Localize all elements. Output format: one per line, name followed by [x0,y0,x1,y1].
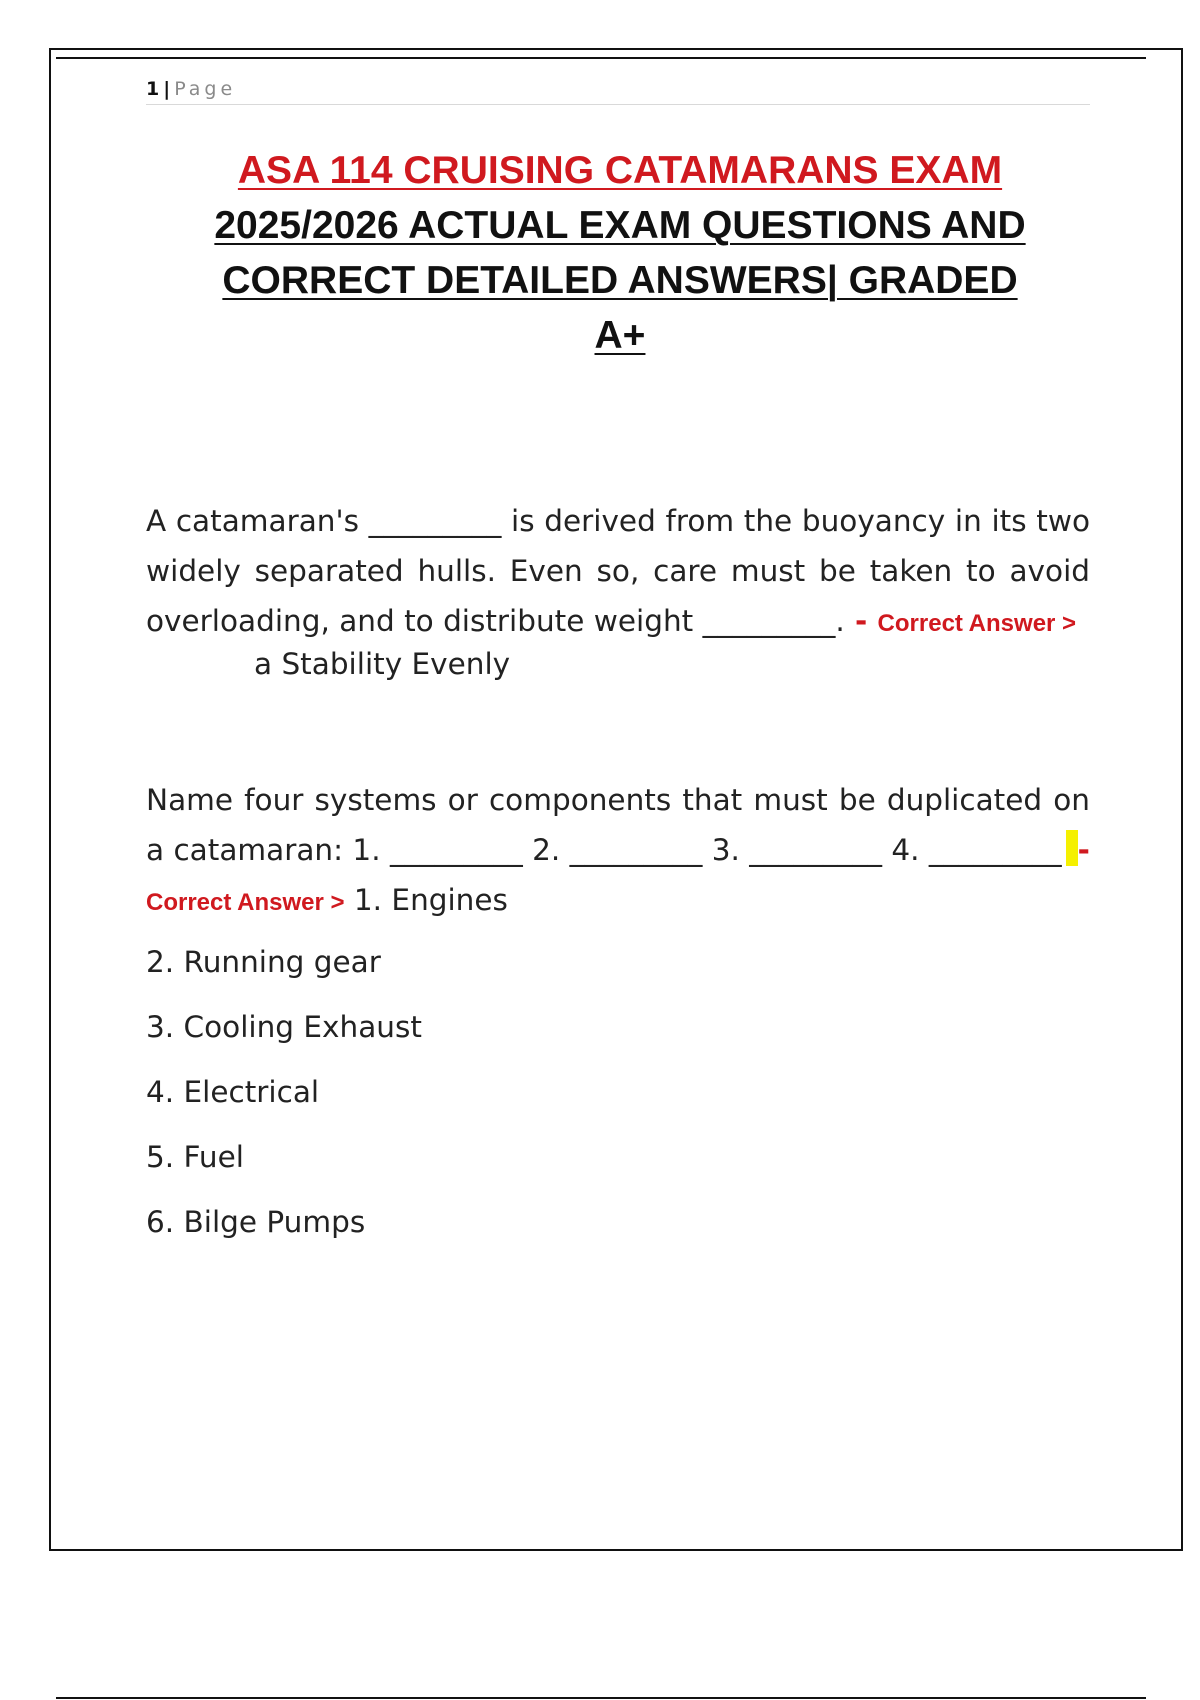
question-1 [146,496,1090,685]
page-word: Page [174,78,237,100]
page-number: 1 [146,78,160,100]
page-separator: | [163,78,171,100]
question-2 [146,775,1090,928]
list-item: 5. Fuel [146,1140,244,1174]
question-1-answer: a Stability Evenly [254,647,511,681]
bottom-rule [56,1697,1146,1699]
question-2-answer-first: 1. Engines [353,883,508,917]
list-item: 2. Running gear [146,945,381,979]
document-title [160,143,1080,363]
top-rule [56,57,1146,59]
page-header [146,78,1090,105]
list-item: 6. Bilge Pumps [146,1205,366,1239]
answer-list [146,944,1090,1269]
title-line-3: CORRECT DETAILED ANSWERS| GRADED [222,259,1018,302]
question-2-answer-label: Correct Answer > [146,889,345,916]
list-item: 3. Cooling Exhaust [146,1010,422,1044]
title-line-1: ASA 114 CRUISING CATAMARANS EXAM [237,149,1003,192]
question-1-separator: - [844,604,878,638]
highlight-mark [1066,830,1078,866]
question-2-trailing-dash: - [1077,833,1090,867]
question-1-text: A catamaran's _________ is derived from the buoyancy in its two widely separated hulls. Even so, care must be taken to avoid overloading, and to distribute weight _________. [146,504,1090,638]
question-1-answer-label: Correct Answer > [877,610,1077,637]
title-line-4: A+ [594,314,646,357]
question-2-text: Name four systems or components that must be duplicated on a catamaran: 1. _________ 2. _________ 3. _________ 4. _________ [146,783,1090,867]
title-line-2: 2025/2026 ACTUAL EXAM QUESTIONS AND [214,204,1026,247]
list-item: 4. Electrical [146,1075,320,1109]
